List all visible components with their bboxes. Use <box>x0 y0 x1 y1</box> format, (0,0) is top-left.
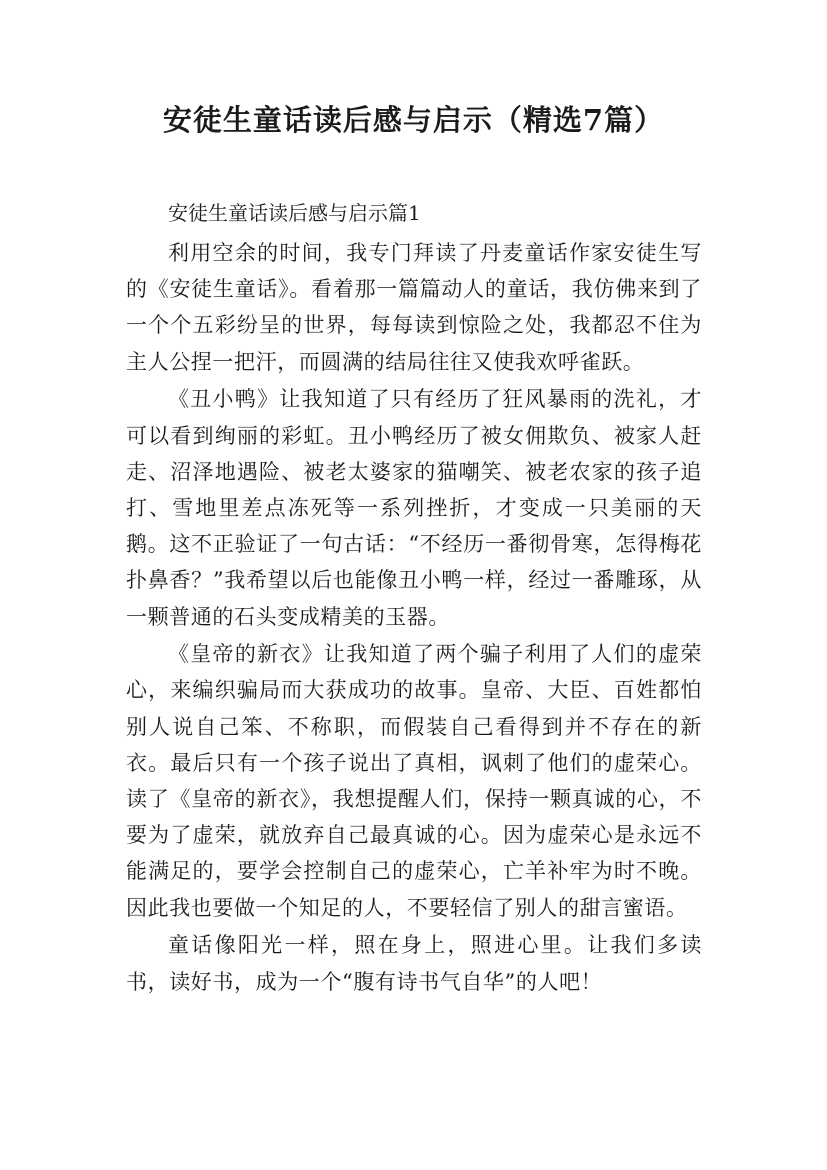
paragraph-2: 《丑小鸭》让我知道了只有经历了狂风暴雨的洗礼，才可以看到绚丽的彩虹。丑小鸭经历了被女佣欺负、被家人赶走、沼泽地遇险、被老太婆家的猫嘲笑、被老农家的孩子追打、雪地里差点冻死等一系列挫折，才变成一只美丽的天鹅。这不正验证了一句古话：“不经历一番彻骨寒，怎得梅花扑鼻香？”我希望以后也能像丑小鸭一样，经过一番雕琢，从一颗普通的石头变成精美的玉器。 <box>126 387 702 629</box>
paragraph-1: 利用空余的时间，我专门拜读了丹麦童话作家安徒生写的《安徒生童话》。看着那一篇篇动人的童话，我仿佛来到了一个个五彩纷呈的世界，每每读到惊险之处，我都忍不住为主人公捏一把汗，而圆满的结局往往又使我欢呼雀跃。 <box>126 241 702 374</box>
document-title: 安徒生童话读后感与启示（精选7篇） <box>162 103 665 137</box>
paragraph-4: 童话像阳光一样，照在身上，照进心里。让我们多读书，读好书，成为一个“腹有诗书气自华”的人吧！ <box>126 933 702 994</box>
paragraph-3: 《皇帝的新衣》让我知道了两个骗子利用了人们的虚荣心，来编织骗局而大获成功的故事。皇帝、大臣、百姓都怕别人说自己笨、不称职，而假装自己看得到并不存在的新衣。最后只有一个孩子说出了真相，讽刺了他们的虚荣心。读了《皇帝的新衣》，我想提醒人们，保持一颗真诚的心，不要为了虚荣，就放弃自己最真诚的心。因为虚荣心是永远不能满足的，要学会控制自己的虚荣心，亡羊补牢为时不晚。因此我也要做一个知足的人，不要轻信了别人的甜言蜜语。 <box>126 642 702 920</box>
document-body <box>126 195 702 1001</box>
section-heading: 安徒生童话读后感与启示篇1 <box>168 201 421 225</box>
